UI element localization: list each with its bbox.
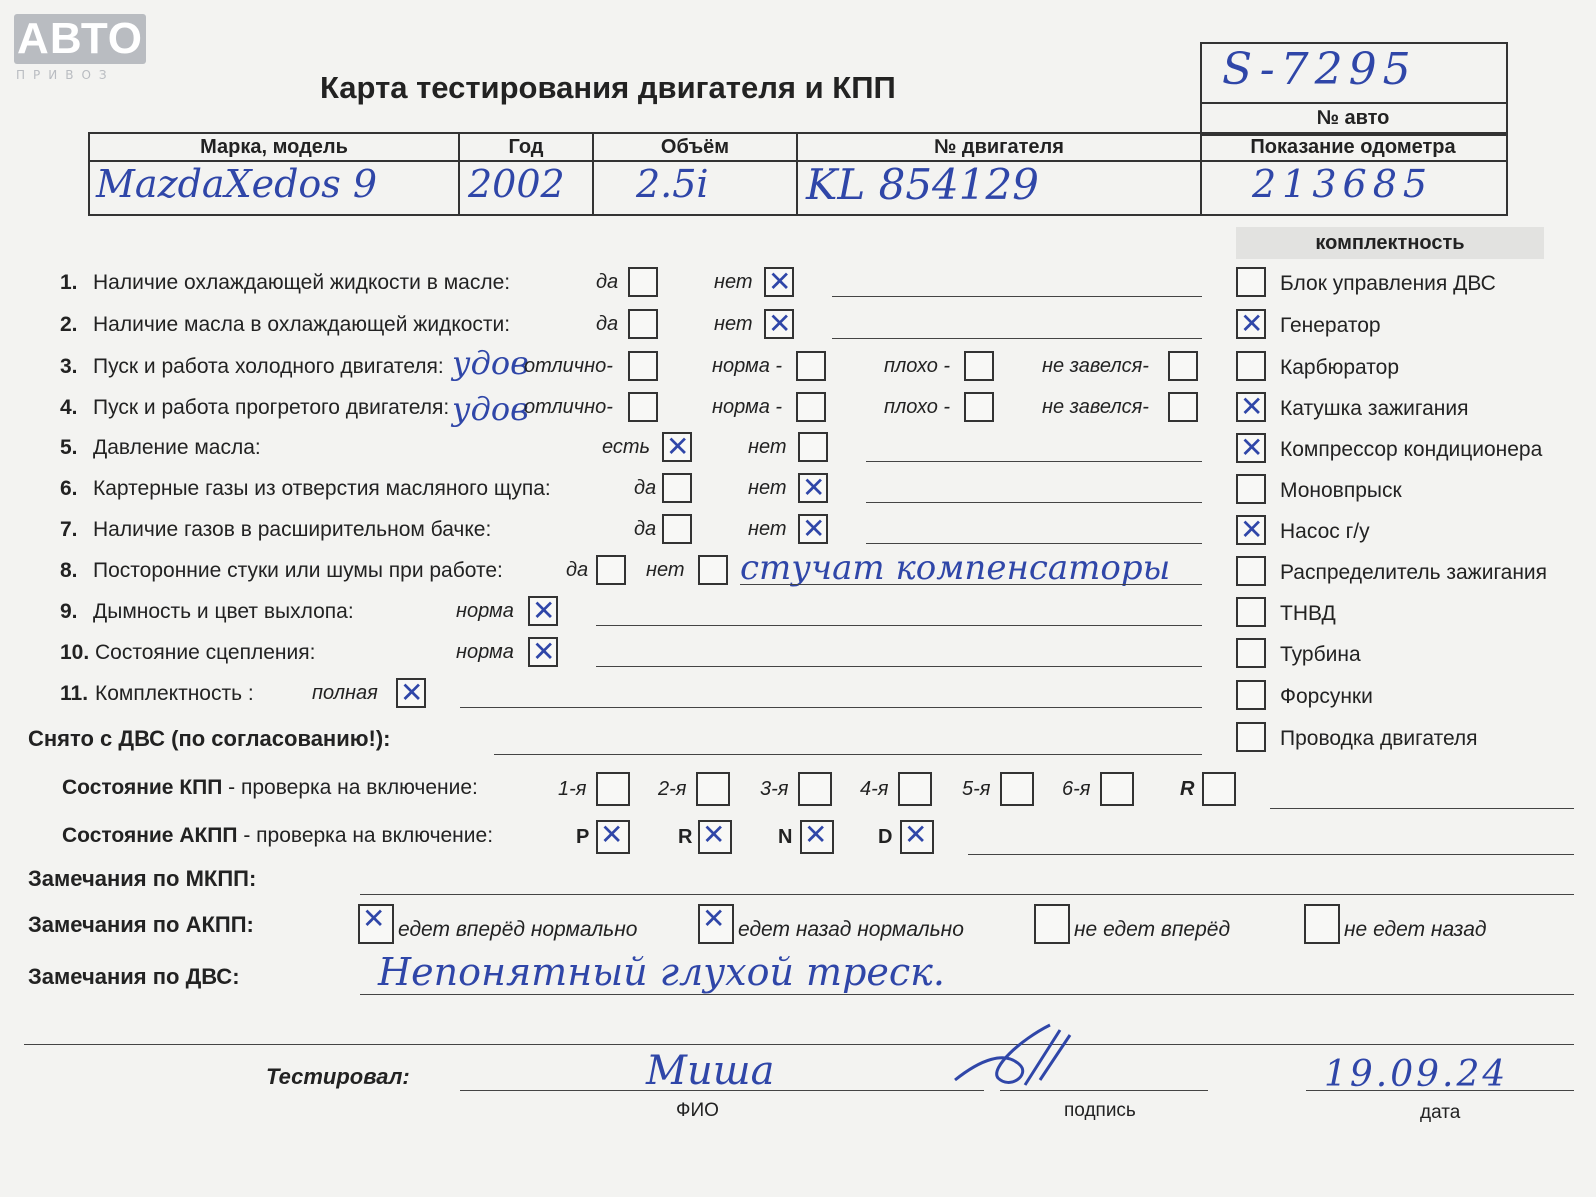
question-number: 1. <box>60 271 78 294</box>
make-value: MazdaXedos 9 <box>96 162 378 206</box>
komplekt-checkbox[interactable] <box>1236 597 1266 627</box>
komplekt-item: Турбина <box>1280 643 1361 666</box>
answer-line <box>968 854 1574 855</box>
akpp-label <box>62 824 493 848</box>
answer-line <box>596 666 1202 667</box>
akpp-checkbox-r[interactable] <box>698 820 732 854</box>
page-title: Карта тестирования двигателя и КПП <box>320 70 896 105</box>
komplekt-checkbox[interactable] <box>1236 433 1266 463</box>
signature-caption: подпись <box>1064 1100 1136 1121</box>
checkbox-q1-no[interactable] <box>764 267 794 297</box>
checkbox-q3-excellent[interactable] <box>628 351 658 381</box>
komplekt-item: Форсунки <box>1280 685 1373 708</box>
checkbox-q7-yes[interactable] <box>662 514 692 544</box>
remarks-dvs-value: Непонятный глухой треск. <box>378 950 945 994</box>
checkbox-q4-nostart[interactable] <box>1168 392 1198 422</box>
komplekt-checkbox[interactable] <box>1236 680 1266 710</box>
option-label: плохо - <box>884 355 951 377</box>
option-label: да <box>634 477 657 499</box>
odometer-label: Показание одометра <box>1250 136 1456 158</box>
question-text: Наличие газов в расширительном бачке: <box>93 518 492 541</box>
answer-line <box>24 1044 1574 1045</box>
gear-checkbox[interactable] <box>898 772 932 806</box>
remarks-dvs-label: Замечания по ДВС: <box>28 964 240 989</box>
answer-line <box>596 625 1202 626</box>
komplekt-item: Генератор <box>1280 314 1381 337</box>
checkbox-q8-yes[interactable] <box>596 555 626 585</box>
akpp-label-rest: - проверка на включение: <box>237 824 494 847</box>
akpp-forward-ok-checkbox[interactable] <box>358 904 394 944</box>
gear-label: 4-я <box>860 778 889 800</box>
option-label: норма - <box>712 355 783 377</box>
komplekt-checkbox[interactable] <box>1236 556 1266 586</box>
fio-caption: ФИО <box>676 1100 719 1121</box>
akpp-gear-label: D <box>878 826 893 848</box>
komplekt-item: ТНВД <box>1280 602 1336 625</box>
akpp-no-forward-checkbox[interactable] <box>1034 904 1070 944</box>
checkbox-q2-no[interactable] <box>764 309 794 339</box>
question-number: 2. <box>60 313 78 336</box>
removed-label: Снято с ДВС (по согласованию!): <box>28 726 391 751</box>
question-text: Наличие охлаждающей жидкости в масле: <box>93 271 511 294</box>
gear-checkbox[interactable] <box>1000 772 1034 806</box>
question-text: Давление масла: <box>93 436 261 459</box>
gear-label: 2-я <box>658 778 687 800</box>
option-label: полная <box>312 682 378 704</box>
handwritten-note: удов <box>452 344 529 382</box>
gear-checkbox[interactable] <box>1100 772 1134 806</box>
answer-line <box>494 754 1202 755</box>
komplekt-checkbox[interactable] <box>1236 722 1266 752</box>
volume-label: Объём <box>660 136 730 158</box>
komplekt-checkbox[interactable] <box>1236 392 1266 422</box>
checkbox-q3-bad[interactable] <box>964 351 994 381</box>
checkbox-q6-yes[interactable] <box>662 473 692 503</box>
gear-checkbox[interactable] <box>696 772 730 806</box>
question-number: 3. <box>60 355 78 378</box>
date-caption: дата <box>1420 1102 1461 1123</box>
checkbox-q3-normal[interactable] <box>796 351 826 381</box>
checkbox-q11-full[interactable] <box>396 678 426 708</box>
question-text: Наличие масла в охлаждающей жидкости: <box>93 313 511 336</box>
gear-label: 5-я <box>962 778 991 800</box>
option-label: норма - <box>712 396 783 418</box>
gear-checkbox[interactable] <box>1202 772 1236 806</box>
komplekt-item: Карбюратор <box>1280 356 1400 379</box>
question-number: 10. <box>60 641 90 664</box>
kpp-label <box>62 776 478 800</box>
akpp-no-backward-checkbox[interactable] <box>1304 904 1340 944</box>
komplekt-item: Компрессор кондиционера <box>1280 438 1543 461</box>
akpp-checkbox-d[interactable] <box>900 820 934 854</box>
akpp-option-label: не едет назад <box>1344 918 1487 941</box>
option-label: да <box>596 313 619 335</box>
answer-line <box>360 894 1574 895</box>
checkbox-q4-bad[interactable] <box>964 392 994 422</box>
question-number: 11. <box>60 682 89 705</box>
option-label: нет <box>714 313 753 335</box>
komplekt-title: комплектность <box>1236 227 1544 259</box>
logo: АВТО <box>14 14 146 64</box>
answer-line <box>866 543 1202 544</box>
answer-line <box>866 461 1202 462</box>
tested-by-label: Тестировал: <box>266 1064 410 1089</box>
answer-line <box>866 502 1202 503</box>
year-value: 2002 <box>468 162 565 206</box>
gear-label: R <box>1180 778 1195 800</box>
checkbox-q4-excellent[interactable] <box>628 392 658 422</box>
option-label: нет <box>748 518 787 540</box>
gear-label: 3-я <box>760 778 789 800</box>
komplekt-checkbox[interactable] <box>1236 474 1266 504</box>
gear-label: 1-я <box>558 778 587 800</box>
option-label: нет <box>714 271 753 293</box>
checkbox-q5-yes[interactable] <box>662 432 692 462</box>
checkbox-q8-no[interactable] <box>698 555 728 585</box>
komplekt-checkbox[interactable] <box>1236 309 1266 339</box>
checkbox-q6-no[interactable] <box>798 473 828 503</box>
question-text: Комплектность : <box>95 682 254 705</box>
option-label: плохо - <box>884 396 951 418</box>
answer-line <box>832 296 1202 297</box>
logo-subtitle: ПРИВОЗ <box>16 68 115 82</box>
akpp-checkbox-n[interactable] <box>800 820 834 854</box>
question-text: Посторонние стуки или шумы при работе: <box>93 559 503 582</box>
checkbox-q4-normal[interactable] <box>796 392 826 422</box>
checkbox-q5-no[interactable] <box>798 432 828 462</box>
option-label: не завелся- <box>1042 355 1149 377</box>
fio-line <box>460 1090 984 1091</box>
checkbox-q7-no[interactable] <box>798 514 828 544</box>
option-label: норма <box>456 600 514 622</box>
komplekt-item: Насос г/у <box>1280 520 1370 543</box>
engine-number-value: KL 854129 <box>806 160 1039 209</box>
q8-handwritten-note: стучат компенсаторы <box>740 548 1171 588</box>
option-label: не завелся- <box>1042 396 1149 418</box>
question-text: Пуск и работа холодного двигателя: <box>93 355 444 378</box>
volume-value: 2.5i <box>636 162 709 206</box>
option-label: нет <box>748 477 787 499</box>
engine-number-label: № двигателя <box>934 136 1064 158</box>
komplekt-item: Блок управления ДВС <box>1280 272 1496 295</box>
signature <box>950 1020 1090 1100</box>
tester-name: Миша <box>646 1048 775 1094</box>
akpp-option-label: не едет вперёд <box>1074 918 1231 941</box>
remarks-mkpp-label: Замечания по МКПП: <box>28 866 257 891</box>
komplekt-checkbox[interactable] <box>1236 351 1266 381</box>
komplekt-item: Моновпрыск <box>1280 479 1402 502</box>
option-label: да <box>566 559 589 581</box>
option-label: нет <box>646 559 685 581</box>
year-label: Год <box>508 136 544 158</box>
question-number: 5. <box>60 436 78 459</box>
option-label: отлично- <box>524 396 613 418</box>
make-label: Марка, модель <box>200 136 348 158</box>
handwritten-note: удов <box>452 390 529 428</box>
komplekt-checkbox[interactable] <box>1236 638 1266 668</box>
signature-line <box>1000 1090 1208 1091</box>
question-text: Пуск и работа прогретого двигателя: <box>93 396 450 419</box>
komplekt-checkbox[interactable] <box>1236 515 1266 545</box>
komplekt-item: Распределитель зажигания <box>1280 561 1548 584</box>
odometer-value: 213685 <box>1252 162 1434 206</box>
question-text: Состояние сцепления: <box>95 641 316 664</box>
komplekt-checkbox[interactable] <box>1236 267 1266 297</box>
question-text: Дымность и цвет выхлопа: <box>93 600 354 623</box>
akpp-backward-ok-checkbox[interactable] <box>698 904 734 944</box>
option-label: отлично- <box>524 355 613 377</box>
option-label: нет <box>748 436 787 458</box>
question-text: Картерные газы из отверстия масляного щупа: <box>93 477 551 500</box>
komplekt-item: Катушка зажигания <box>1280 397 1469 420</box>
question-number: 6. <box>60 477 78 500</box>
checkbox-q10-normal[interactable] <box>528 637 558 667</box>
answer-line <box>360 994 1574 995</box>
checkbox-q1-yes[interactable] <box>628 267 658 297</box>
akpp-gear-label: N <box>778 826 793 848</box>
test-date: 19.09.24 <box>1324 1054 1509 1095</box>
kpp-label-bold: Состояние КПП <box>62 776 223 799</box>
option-label: норма <box>456 641 514 663</box>
answer-line <box>1270 808 1574 809</box>
answer-line <box>460 707 1202 708</box>
date-line <box>1306 1090 1574 1091</box>
akpp-gear-label: P <box>576 826 590 848</box>
option-label: есть <box>602 436 651 458</box>
car-number-label: № авто <box>1316 107 1390 129</box>
akpp-gear-label: R <box>678 826 693 848</box>
komplekt-item: Проводка двигателя <box>1280 727 1478 750</box>
remarks-akpp-label: Замечания по АКПП: <box>28 912 254 937</box>
car-number-value: S-7295 <box>1222 44 1417 95</box>
checkbox-q9-normal[interactable] <box>528 596 558 626</box>
akpp-checkbox-p[interactable] <box>596 820 630 854</box>
checkbox-q3-nostart[interactable] <box>1168 351 1198 381</box>
answer-line <box>740 584 1202 585</box>
question-number: 7. <box>60 518 78 541</box>
gear-checkbox[interactable] <box>798 772 832 806</box>
checkbox-q2-yes[interactable] <box>628 309 658 339</box>
question-number: 8. <box>60 559 78 582</box>
akpp-label-bold: Состояние АКПП <box>62 824 238 847</box>
gear-label: 6-я <box>1062 778 1091 800</box>
akpp-option-label: едет назад нормально <box>738 918 964 941</box>
option-label: да <box>634 518 657 540</box>
akpp-option-label: едет вперёд нормально <box>398 918 638 941</box>
question-number: 9. <box>60 600 78 623</box>
answer-line <box>832 338 1202 339</box>
question-number: 4. <box>60 396 78 419</box>
gear-checkbox[interactable] <box>596 772 630 806</box>
kpp-label-rest: - проверка на включение: <box>222 776 478 799</box>
option-label: да <box>596 271 619 293</box>
